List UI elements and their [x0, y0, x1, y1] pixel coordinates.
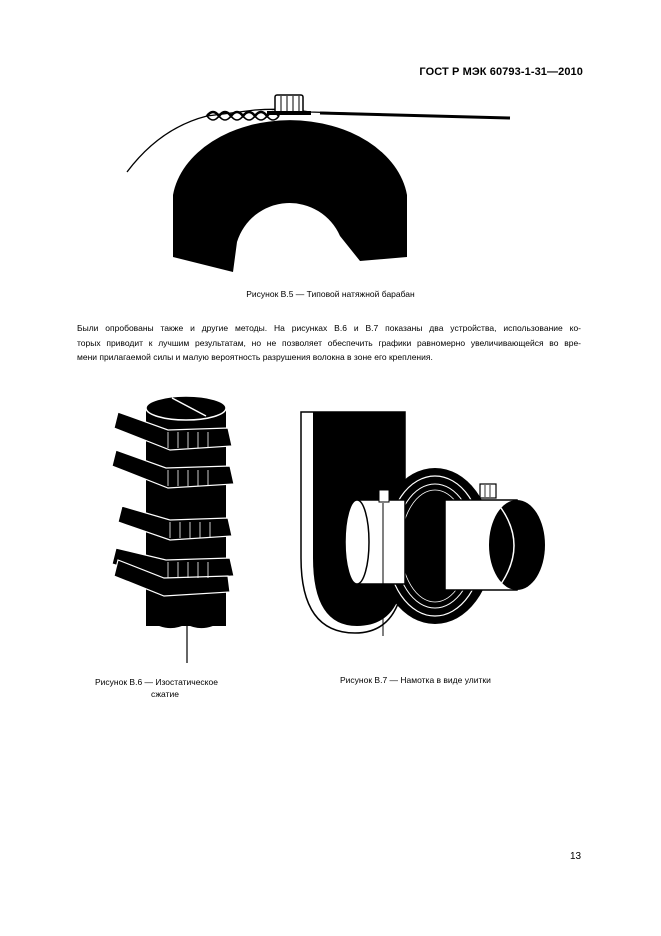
paragraph-line-1: Были опробованы также и другие методы. На рисунках В.6 и В.7 показаны два устройства, использование ко-: [77, 323, 581, 333]
figure-b7-spiral-winding: [295, 408, 560, 638]
figure-b6-caption-line-1: Рисунок В.6 — Изостатическое: [95, 677, 218, 687]
figure-b6-caption-line-2: сжатие: [151, 689, 179, 699]
figure-b6-isostatic-compression: [108, 388, 268, 663]
figure-b6-caption: [95, 676, 265, 700]
body-paragraph: [77, 321, 581, 365]
figure-b5-tension-drum: [115, 90, 515, 275]
figure-b5-caption: Рисунок В.5 — Типовой натяжной барабан: [246, 289, 415, 299]
figure-b7-caption: Рисунок В.7 — Намотка в виде улитки: [340, 675, 491, 685]
page-number: 13: [570, 851, 582, 862]
document-header: ГОСТ Р МЭК 60793-1-31—2010: [419, 66, 583, 78]
paragraph-line-3: мени прилагаемой силы и малую вероятность разрушения волокна в зоне его крепления.: [77, 352, 433, 362]
paragraph-line-2: торых приводит к лучшим результатам, но не позволяет обеспечить графики равномерно увеличивающейся во вре-: [77, 337, 581, 348]
